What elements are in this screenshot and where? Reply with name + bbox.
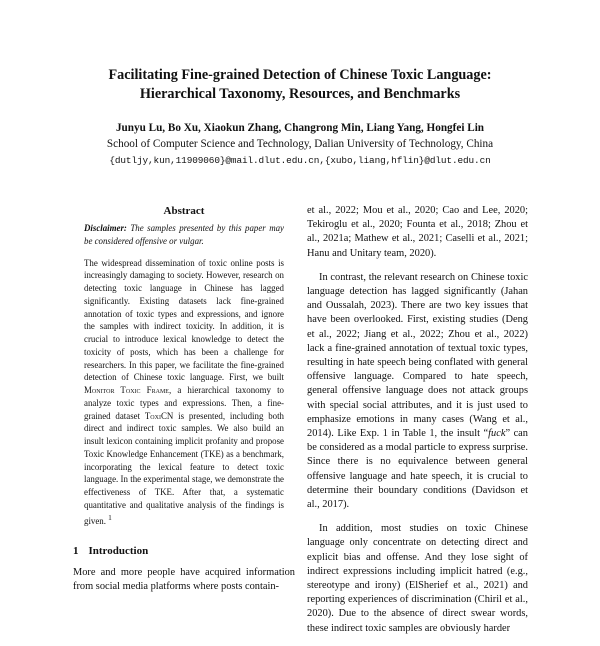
right-paragraph-0: et al., 2022; Mou et al., 2020; Cao and Lee, 2020; Tekiroglu et al., 2020; Founta et al., 2018; Zhou et al., 2021a; Mathew et al., 2021; Caselli et al., 2021; Hanu and Unitary team, 2020). <box>307 205 528 259</box>
right-column <box>307 204 528 646</box>
author-emails: {dutljy,kun,11909060}@mail.dlut.edu.cn,{xubo,liang,hflin}@dlut.edu.cn <box>109 155 491 166</box>
toxicn-name: ToxiCN <box>144 410 174 421</box>
abstract-text-2: , a hierarchical taxonomy to analyze toxic types and expressions. Then, a fine-grained dataset <box>84 385 284 421</box>
section-number: 1 <box>73 545 79 557</box>
introduction-body <box>73 566 295 594</box>
disclaimer <box>84 222 284 248</box>
abstract-text-1: The widespread dissemination of toxic online posts is increasingly damaging to society. However, research on detecting toxic language in Chinese has lagged significantly. Existing datasets lack fine-grained annotation of toxic types and expressions, and ignore the samples with indirect toxicity. In addition, it is crucial to introduce lexical knowledge to detect the toxicity of posts, which has been a challenge for researchers. In this paper, we facilitate the fine-grained detection of Chinese toxic language. First, we built <box>84 257 284 383</box>
right-p1-end: ” can be considered as a modal particle to express surprise. Since there is no equivalence between general offensive language and hate speech, it is crucial to determine their boundary conditions (Davidson et al., 2017). <box>307 428 528 511</box>
disclaimer-label: Disclaimer: <box>84 223 127 233</box>
title-line-2: Hierarchical Taxonomy, Resources, and Benchmarks <box>139 86 461 102</box>
abstract-heading: Abstract <box>163 205 205 217</box>
right-paragraph-2: In addition, most studies on toxic Chinese language only concentrate on detecting direct and explicit bias and offense. And they lose sight of indirect expressions including implicit hatred (e.g., stereotype and irony) (ElSherief et al., 2021) and reporting experiences of discrimination (Chiril et al., 2020). Due to the absence of direct swear words, these indirect toxic samples are obviously harder <box>307 523 528 634</box>
footnote-mark: 1 <box>108 512 112 522</box>
affiliation: School of Computer Science and Technology, Dalian University of Technology, China <box>106 138 494 150</box>
right-p1-text: In contrast, the relevant research on Chinese toxic language detection has lagged significantly (Jahan and Oussalah, 2023). There are two key issues that have been overlooked. First, existing studies (Deng et al., 2022; Jiang et al., 2022; Zhou et al., 2022) lack a fine-grained annotation of textual toxic types, resulting in hate speech being conflated with general offensive language. Compared to hate speech, general offensive language does not attack groups with special social attributes, and it is just used to emphasize emotions in many cases (Wang et al., 2014). Like Exp. 1 in Table 1, the insult “ <box>307 271 528 440</box>
abstract-text-3: is presented, including both direct and indirect toxic samples. We also build an insult lexicon containing implicit profanity and propose Toxic Knowledge Enhancement (TKE) as a benchmark, incorporating the lexical feature to detect toxic language. In the experimental stage, we demonstrate the effectiveness of TKE. After that, a systematic quantitative and qualitative analysis of the findings is given. <box>84 410 284 526</box>
author-list: Junyu Lu, Bo Xu, Xiaokun Zhang, Changrong Min, Liang Yang, Hongfei Lin <box>115 122 485 134</box>
abstract-body <box>84 222 284 527</box>
paper-title <box>60 66 540 104</box>
section-heading-introduction <box>73 545 293 557</box>
title-line-1: Facilitating Fine-grained Detection of Chinese Toxic Language: <box>108 67 492 83</box>
disclaimer-text: The samples presented by this paper may be considered offensive or vulgar. <box>84 223 285 246</box>
section-title: Introduction <box>88 545 149 557</box>
quoted-insult: fuck <box>488 428 506 440</box>
abstract-paragraph <box>84 257 284 528</box>
right-paragraph-1 <box>307 271 528 512</box>
monitor-toxic-frame-name: Monitor Toxic Frame <box>84 385 169 395</box>
intro-paragraph: More and more people have acquired information from social media platforms where posts contain- <box>73 567 295 593</box>
